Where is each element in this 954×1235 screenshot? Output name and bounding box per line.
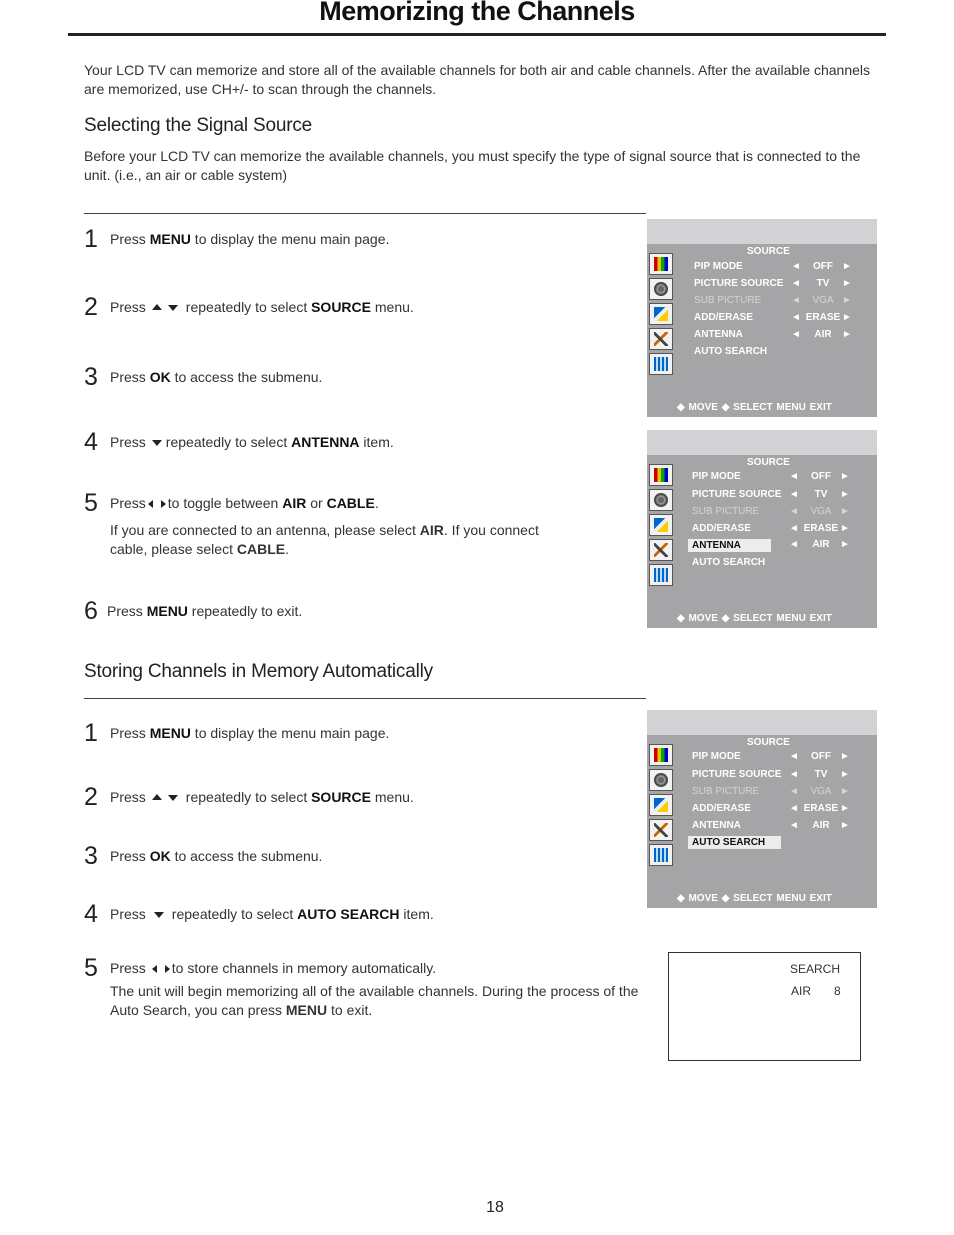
down-arrow-icon — [152, 440, 162, 446]
setup-icon — [649, 794, 673, 816]
sound-icon — [649, 769, 673, 791]
s2-step1-text: Press MENU to display the menu main page. — [110, 725, 390, 741]
step-number: 1 — [84, 719, 98, 747]
page-title: Memorizing the Channels — [319, 0, 635, 26]
s1-step5-note: If you are connected to an antenna, please select AIR. If you connect cable, please select CABLE. — [110, 522, 539, 557]
osd-row-pip-mode[interactable]: PIP MODE ◄ OFF ► — [694, 261, 852, 272]
down-arrow-icon — [154, 912, 164, 918]
s2-step3-text: Press OK to access the submenu. — [110, 848, 323, 864]
osd-top-bar — [647, 710, 877, 735]
grid-icon — [649, 353, 673, 375]
section1-rule — [84, 213, 646, 214]
osd-row-pip-mode[interactable]: PIP MODE ◄ OFF ► — [692, 751, 850, 762]
osd-icon-column — [647, 253, 675, 378]
intro-text: Your LCD TV can memorize and store all of the available channels for both air and cable channels. After the available channels are memorized, use CH+/- to scan through the channels. — [84, 62, 871, 97]
grid-icon — [649, 844, 673, 866]
sound-icon — [649, 489, 673, 511]
osd-row-auto-search-selected[interactable]: AUTO SEARCH — [688, 836, 868, 850]
up-arrow-icon — [152, 304, 162, 310]
picture-icon — [649, 253, 673, 275]
picture-icon — [649, 464, 673, 486]
step-number: 4 — [84, 428, 98, 456]
step-number: 2 — [84, 293, 98, 321]
s1-step3-text: Press OK to access the submenu. — [110, 369, 323, 385]
s1-step6-text: Press MENU repeatedly to exit. — [107, 603, 303, 619]
osd-menu-antenna — [647, 430, 877, 628]
osd-row-add-erase[interactable]: ADD/ERASE ◄ ERASE ► — [692, 523, 850, 534]
osd-footer: ◆ MOVE ◆ SELECT MENU EXIT — [677, 402, 832, 413]
down-arrow-icon — [168, 795, 178, 801]
osd-top-bar — [647, 430, 877, 455]
osd-row-add-erase[interactable]: ADD/ERASE ◄ ERASE ► — [694, 312, 852, 323]
osd-row-picture-source[interactable]: PICTURE SOURCE ◄ TV ► — [692, 769, 850, 780]
grid-icon — [649, 564, 673, 586]
setup-icon — [649, 514, 673, 536]
s2-step5-note: The unit will begin memorizing all of the available channels. During the process of the Auto Search, you can press MENU to exit. — [110, 983, 639, 1018]
section2-heading: Storing Channels in Memory Automatically — [84, 661, 433, 682]
osd-row-antenna[interactable]: ANTENNA ◄ AIR ► — [692, 820, 850, 831]
step-number: 5 — [84, 954, 98, 982]
page-number: 18 — [486, 1199, 504, 1216]
search-progress-box — [668, 952, 861, 1061]
s1-step1-text: Press MENU to display the menu main page. — [110, 231, 390, 247]
step-number: 5 — [84, 489, 98, 517]
osd-header: SOURCE — [747, 737, 790, 748]
setup-icon — [649, 303, 673, 325]
s2-step5-text: Press to store channels in memory automatically. — [110, 960, 437, 976]
left-arrow-icon — [148, 500, 153, 508]
s2-step4-text: Press repeatedly to select AUTO SEARCH item. — [110, 906, 434, 922]
down-arrow-icon — [168, 305, 178, 311]
osd-icon-column — [647, 464, 675, 589]
up-arrow-icon — [152, 794, 162, 800]
step-number: 4 — [84, 900, 98, 928]
osd-header: SOURCE — [747, 246, 790, 257]
osd-top-bar — [647, 219, 877, 244]
tools-icon — [649, 819, 673, 841]
title-rule — [68, 33, 886, 36]
osd-row-sub-picture: SUB PICTURE ◄ VGA ► — [692, 506, 850, 517]
step-number: 2 — [84, 783, 98, 811]
section1-text: Before your LCD TV can memorize the available channels, you must specify the type of signal source that is connected to the unit. (i.e., an air or cable system) — [84, 148, 861, 183]
osd-row-auto-search[interactable]: AUTO SEARCH — [692, 557, 766, 568]
right-arrow-icon — [161, 500, 166, 508]
s1-step5-text: Press to toggle between AIR or CABLE. — [110, 495, 379, 511]
step-number: 1 — [84, 225, 98, 253]
osd-row-antenna[interactable]: ANTENNA ◄ AIR ► — [694, 329, 852, 340]
step-number: 3 — [84, 842, 98, 870]
s2-step2-text: Press repeatedly to select SOURCE menu. — [110, 789, 414, 805]
search-channel: 8 — [834, 984, 841, 998]
search-source: AIR — [791, 984, 812, 998]
osd-menu-auto-search — [647, 710, 877, 908]
step-number: 6 — [84, 597, 98, 625]
section1-heading: Selecting the Signal Source — [84, 115, 313, 136]
osd-row-picture-source[interactable]: PICTURE SOURCE ◄ TV ► — [694, 278, 852, 289]
s1-step4-text: Press repeatedly to select ANTENNA item. — [110, 434, 394, 450]
osd-icon-column — [647, 744, 675, 869]
search-label: SEARCH — [790, 962, 841, 976]
section2-rule — [84, 698, 646, 699]
osd-row-sub-picture: SUB PICTURE ◄ VGA ► — [692, 786, 850, 797]
sound-icon — [649, 278, 673, 300]
picture-icon — [649, 744, 673, 766]
s1-step2-text: Press repeatedly to select SOURCE menu. — [110, 299, 414, 315]
left-arrow-icon — [152, 965, 157, 973]
osd-row-pip-mode[interactable]: PIP MODE ◄ OFF ► — [692, 471, 850, 482]
osd-row-sub-picture: SUB PICTURE ◄ VGA ► — [694, 295, 852, 306]
osd-row-add-erase[interactable]: ADD/ERASE ◄ ERASE ► — [692, 803, 850, 814]
osd-footer: ◆ MOVE ◆ SELECT MENU EXIT — [677, 893, 832, 904]
osd-row-picture-source[interactable]: PICTURE SOURCE ◄ TV ► — [692, 489, 850, 500]
osd-header: SOURCE — [747, 457, 790, 468]
osd-footer: ◆ MOVE ◆ SELECT MENU EXIT — [677, 613, 832, 624]
tools-icon — [649, 539, 673, 561]
step-number: 3 — [84, 363, 98, 391]
osd-menu-source — [647, 219, 877, 417]
right-arrow-icon — [165, 965, 170, 973]
osd-row-auto-search[interactable]: AUTO SEARCH — [694, 346, 768, 357]
tools-icon — [649, 328, 673, 350]
osd-row-antenna-selected[interactable]: ANTENNA ◄ AIR ► — [688, 539, 868, 553]
